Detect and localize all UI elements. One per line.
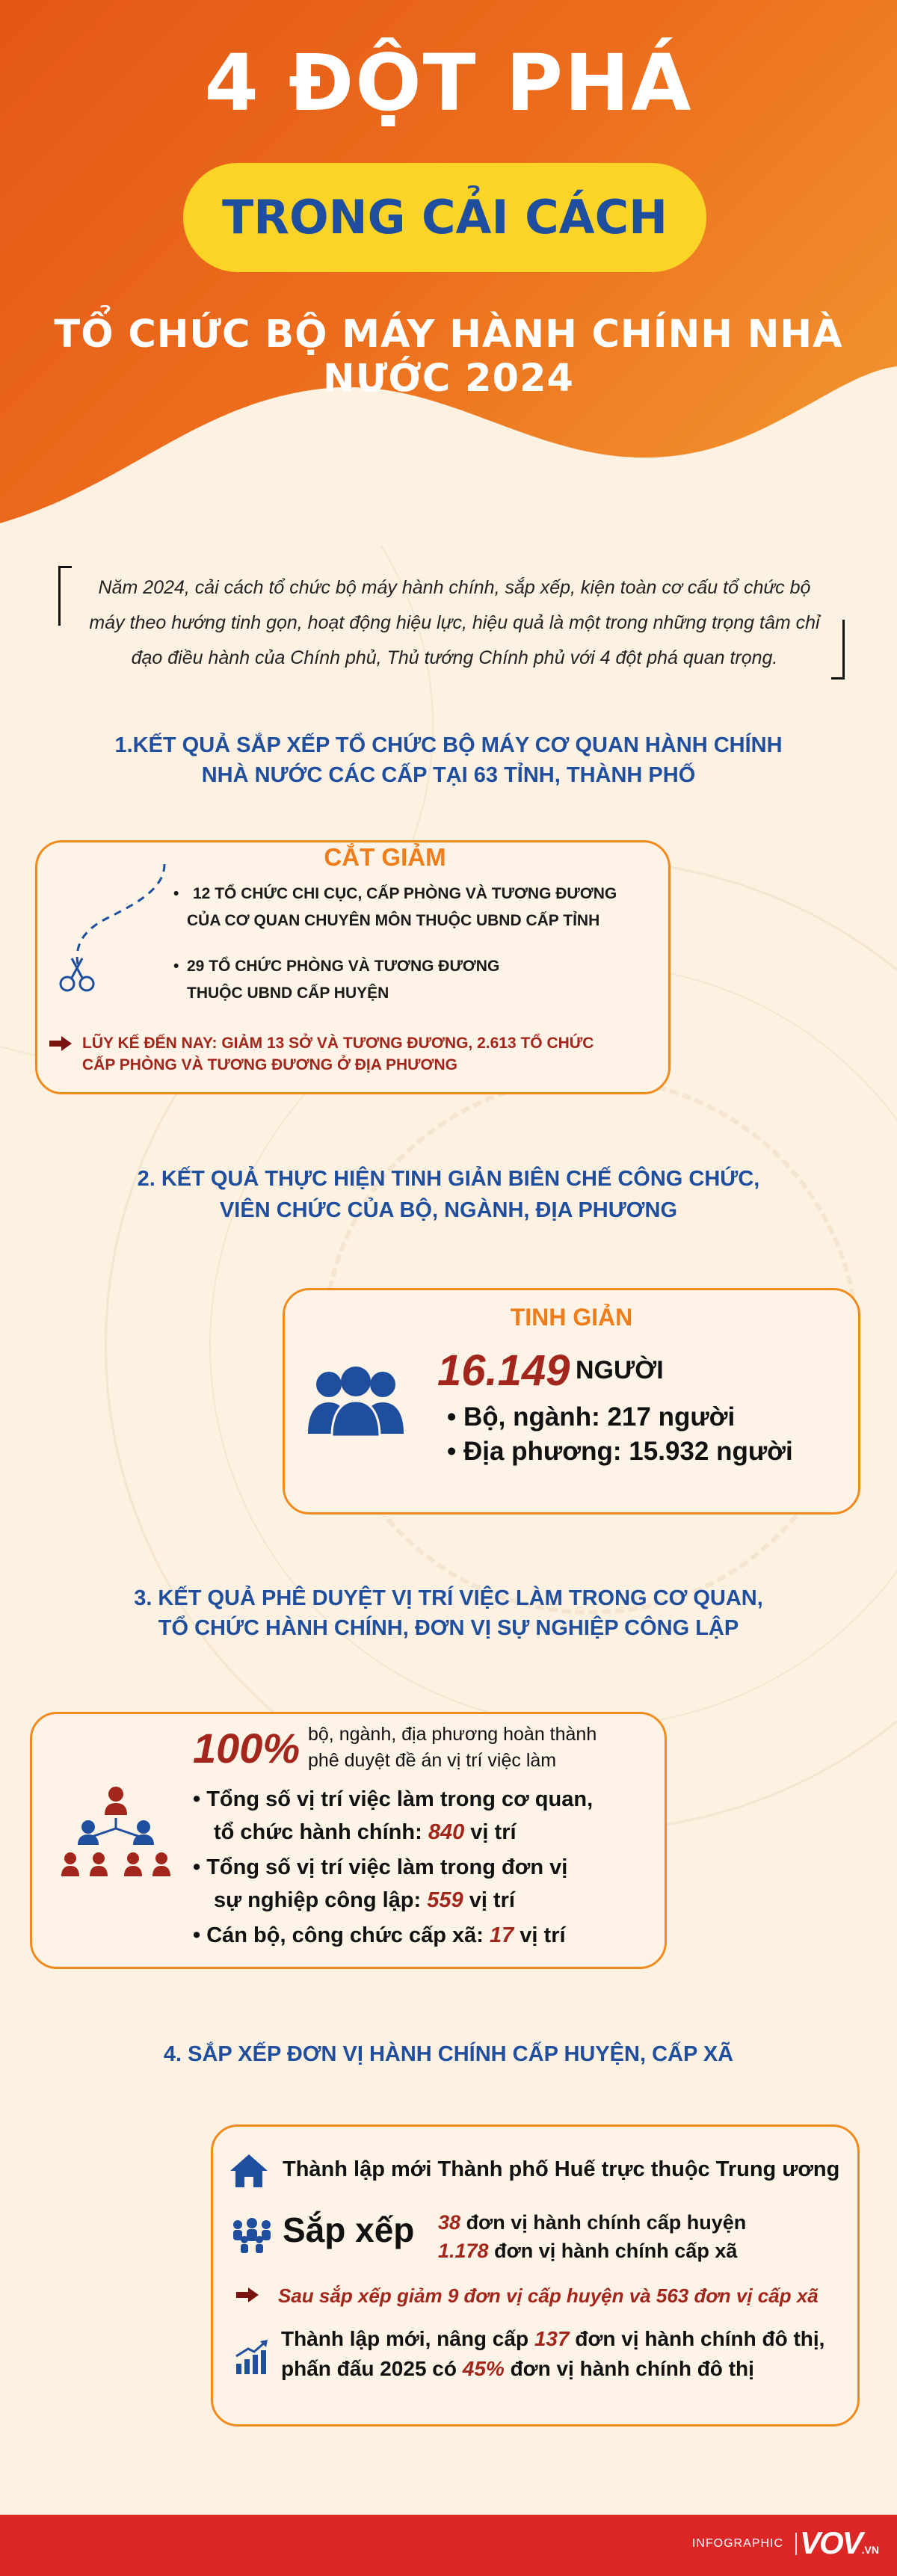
page-title: 4 ĐỘT PHÁ bbox=[204, 37, 693, 129]
section4-row2-value2: 1.178 bbox=[438, 2240, 489, 2262]
section3-item3-value: 17 bbox=[489, 1923, 514, 1947]
section4-row4-line2 bbox=[281, 2357, 754, 2381]
section1-box-heading: CẮT GIẢM bbox=[324, 843, 446, 871]
page-subtitle: TỔ CHỨC BỘ MÁY HÀNH CHÍNH NHÀ NƯỚC 2024 bbox=[54, 312, 843, 401]
vov-logo-suffix: .VN bbox=[861, 2544, 879, 2556]
section3-item3-suffix: vị trí bbox=[520, 1923, 566, 1947]
footer-label: INFOGRAPHIC bbox=[691, 2537, 783, 2550]
section3-item2: • Tổng số vị trí việc làm trong đơn vị bbox=[193, 1855, 568, 1879]
vov-logo[interactable] bbox=[800, 2525, 879, 2561]
section3-item1: • Tổng số vị trí việc làm trong cơ quan, bbox=[193, 1787, 594, 1811]
section2-title-line1: 2. KẾT QUẢ THỰC HIỆN TINH GIẢN BIÊN CHẾ CÔNG CHỨC, bbox=[137, 1167, 760, 1191]
section1-title-line1: 1.KẾT QUẢ SẮP XẾP TỔ CHỨC BỘ MÁY CƠ QUAN HÀNH CHÍNH bbox=[114, 733, 783, 757]
section3-item1-value: 840 bbox=[428, 1820, 465, 1844]
section2-big-number: 16.149 bbox=[437, 1346, 570, 1395]
pill-label: TRONG CẢI CÁCH bbox=[221, 190, 668, 244]
section2-item: • Bộ, ngành: 217 người bbox=[447, 1402, 736, 1432]
section3-big-desc-line1: bộ, ngành, địa phương hoàn thành bbox=[308, 1724, 597, 1745]
arrow-right-icon bbox=[48, 1035, 73, 1053]
bracket-top-left bbox=[58, 566, 72, 626]
footer-bar bbox=[0, 2515, 897, 2576]
section1-note-line2: CẤP PHÒNG VÀ TƯƠNG ĐƯƠNG Ở ĐỊA PHƯƠNG bbox=[82, 1056, 457, 1073]
people-group-icon bbox=[305, 1365, 407, 1438]
section3-item2-value: 559 bbox=[427, 1888, 463, 1912]
section4-row4b-text: đơn vị hành chính đô thị bbox=[510, 2357, 754, 2380]
section4-row4-line1 bbox=[281, 2327, 824, 2351]
section4-row2-label: Sắp xếp bbox=[283, 2210, 415, 2249]
section2-item-text: Bộ, ngành: 217 người bbox=[463, 1402, 736, 1432]
section1-bullet-dot: • bbox=[173, 885, 179, 902]
intro-text: Năm 2024, cải cách tổ chức bộ máy hành chính, sắp xếp, kiện toàn cơ cấu tổ chức bộ máy theo hướng tinh gọn, hoạt động hiệu lực, hiệu quả là một trong những trọng tâm chỉ đạo điều hành của Chính phủ, Thủ tướng Chính phủ với 4 đột phá quan trọng. bbox=[89, 577, 820, 668]
section1-item1-line2: CỦA CƠ QUAN CHUYÊN MÔN THUỘC UBND CẤP TỈNH bbox=[187, 912, 600, 929]
section3-item2-line1: Tổng số vị trí việc làm trong đơn vị bbox=[206, 1855, 568, 1879]
section1-item1-line1: 12 TỔ CHỨC CHI CỤC, CẤP PHÒNG VÀ TƯƠNG ĐƯƠNG bbox=[193, 885, 617, 902]
section4-row4-prefix: Thành lập mới, nâng cấp bbox=[281, 2327, 529, 2350]
section2-item-text: Địa phương: 15.932 người bbox=[463, 1437, 793, 1466]
growth-chart-icon bbox=[233, 2338, 271, 2376]
arrow-right-icon bbox=[235, 2286, 260, 2304]
section3-item3-prefix: Cán bộ, công chức cấp xã: bbox=[206, 1923, 484, 1947]
footer-separator bbox=[795, 2533, 797, 2555]
section3-title-line2: TỔ CHỨC HÀNH CHÍNH, ĐƠN VỊ SỰ NGHIỆP CÔNG LẬP bbox=[158, 1616, 739, 1640]
section4-row2-value1: 38 bbox=[438, 2211, 461, 2234]
section1-bullet-dot: • bbox=[173, 958, 179, 975]
section3-title-line1: 3. KẾT QUẢ PHÊ DUYỆT VỊ TRÍ VIỆC LÀM TRONG CƠ QUAN, bbox=[134, 1586, 763, 1610]
section2-item: • Địa phương: 15.932 người bbox=[447, 1437, 793, 1466]
section3-item1-suffix: vị trí bbox=[470, 1820, 517, 1844]
section4-row2-text2: đơn vị hành chính cấp xã bbox=[494, 2240, 738, 2262]
intro-block bbox=[58, 566, 845, 680]
section4-row2-line2 bbox=[438, 2240, 737, 2263]
section3-big-number: 100% bbox=[193, 1725, 300, 1772]
section3-item2-prefix: sự nghiệp công lập: bbox=[214, 1888, 422, 1912]
section4-row1: Thành lập mới Thành phố Huế trực thuộc Trung ương bbox=[283, 2157, 840, 2181]
home-icon bbox=[229, 2153, 269, 2189]
section4-row2-text1: đơn vị hành chính cấp huyện bbox=[466, 2211, 747, 2234]
section4-row4b-prefix: phấn đấu 2025 có bbox=[281, 2357, 457, 2380]
scissors-icon bbox=[52, 860, 172, 994]
section4-row4-value: 137 bbox=[534, 2327, 570, 2350]
section4-row4b-value: 45% bbox=[462, 2357, 505, 2380]
section3-item1-prefix: tổ chức hành chính: bbox=[214, 1820, 422, 1844]
section4-row2-line1 bbox=[438, 2211, 746, 2234]
section1-note-line1: LŨY KẾ ĐẾN NAY: GIẢM 13 SỞ VÀ TƯƠNG ĐƯƠNG, 2.613 TỔ CHỨC bbox=[82, 1035, 594, 1052]
section4-title: 4. SẮP XẾP ĐƠN VỊ HÀNH CHÍNH CẤP HUYỆN, CẤP XÃ bbox=[163, 2042, 734, 2066]
vov-logo-text: VOV bbox=[799, 2525, 862, 2560]
section3-item3: • Cán bộ, công chức cấp xã: 17 vị trí bbox=[193, 1923, 566, 1947]
section2-unit: NGƯỜI bbox=[576, 1356, 664, 1384]
section2-title-line2: VIÊN CHỨC CỦA BỘ, NGÀNH, ĐỊA PHƯƠNG bbox=[219, 1198, 678, 1222]
header-banner bbox=[0, 0, 897, 538]
section3-item2-suffix: vị trí bbox=[469, 1888, 515, 1912]
section4-note: Sau sắp xếp giảm 9 đơn vị cấp huyện và 563 đơn vị cấp xã bbox=[278, 2284, 819, 2307]
title-pill bbox=[183, 163, 706, 272]
section3-big-desc bbox=[308, 1722, 637, 1774]
section1-item2-line1: 29 TỔ CHỨC PHÒNG VÀ TƯƠNG ĐƯƠNG bbox=[187, 958, 500, 975]
section3-big-desc-line2: phê duyệt đề án vị trí việc làm bbox=[308, 1750, 557, 1771]
section3-item1-line1: Tổng số vị trí việc làm trong cơ quan, bbox=[206, 1787, 594, 1811]
section4-row4-text: đơn vị hành chính đô thị, bbox=[575, 2327, 825, 2350]
section1-item2-line2: THUỘC UBND CẤP HUYỆN bbox=[187, 985, 389, 1002]
section1-note bbox=[82, 1032, 635, 1076]
bracket-bottom-right bbox=[831, 620, 845, 680]
section3-item1-line2 bbox=[214, 1817, 517, 1848]
org-chart-icon bbox=[60, 1784, 172, 1881]
section2-box-heading: TINH GIẢN bbox=[510, 1304, 633, 1331]
people-crowd-icon bbox=[230, 2217, 274, 2253]
section1-title-line2: NHÀ NƯỚC CÁC CẤP TẠI 63 TỈNH, THÀNH PHỐ bbox=[201, 763, 696, 787]
section3-item2-line2 bbox=[214, 1885, 515, 1916]
